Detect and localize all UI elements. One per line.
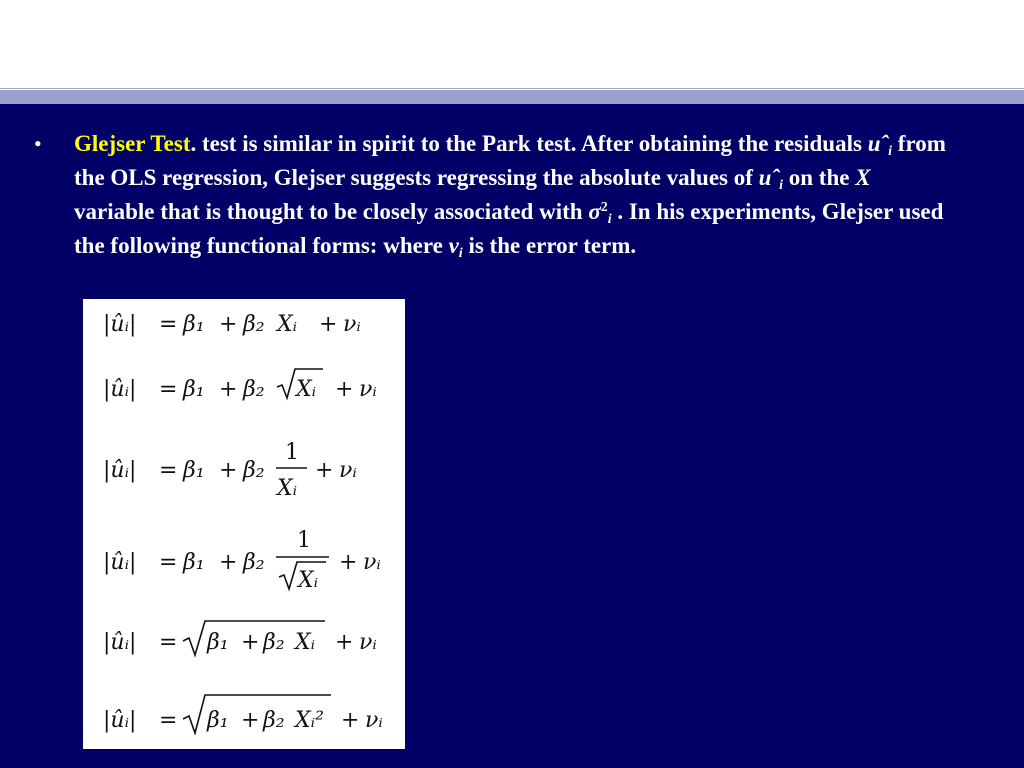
eq3-lhs: |ûᵢ| bbox=[103, 458, 137, 483]
eq5-beta2: β₂ bbox=[263, 630, 285, 655]
eq1-plus-2: + bbox=[319, 312, 338, 337]
eq1-lhs: |ûᵢ| bbox=[103, 312, 137, 337]
eq2-beta2: β₂ bbox=[243, 377, 265, 402]
x-variable: X bbox=[855, 165, 871, 190]
residual-subscript: i bbox=[888, 144, 893, 159]
eq1-plus-1: + bbox=[219, 312, 238, 337]
eq2-lhs: |ûᵢ| bbox=[103, 377, 137, 402]
eq4-equals: = bbox=[159, 550, 178, 575]
eq6-equals: = bbox=[159, 708, 178, 733]
sigma-superscript: 2 bbox=[600, 200, 608, 215]
eq4-lhs: |ûᵢ| bbox=[103, 550, 137, 575]
eq1-beta1: β₁ bbox=[183, 312, 205, 337]
eq4-plus-1: + bbox=[219, 550, 238, 575]
eq4-numerator: 1 bbox=[297, 528, 311, 553]
formula-list bbox=[83, 299, 405, 749]
bullet-item bbox=[34, 127, 994, 263]
eq4-denominator: Xᵢ bbox=[298, 568, 319, 593]
eq4-plus-2: + bbox=[339, 550, 358, 575]
eq3-beta2: β₂ bbox=[243, 458, 265, 483]
header-divider-stripe bbox=[0, 90, 1024, 104]
eq2-plus-1: + bbox=[219, 377, 238, 402]
eq2-nu: νᵢ bbox=[359, 377, 377, 402]
eq1-nu: νᵢ bbox=[343, 312, 361, 337]
bullet-marker: • bbox=[34, 131, 42, 156]
eq3-plus-2: + bbox=[315, 458, 334, 483]
eq4-beta2: β₂ bbox=[243, 550, 265, 575]
text-part-6: is the error term. bbox=[462, 233, 637, 258]
residual-subscript-2: i bbox=[779, 178, 784, 193]
header-divider-line bbox=[0, 88, 1024, 89]
nu-symbol: v bbox=[448, 233, 459, 258]
text-part-1: . test is similar in spirit to the Park test. After obtaining the residuals bbox=[190, 131, 868, 156]
eq6-plus-2: + bbox=[341, 708, 360, 733]
eq3-beta1: β₁ bbox=[183, 458, 205, 483]
nu-subscript: i bbox=[458, 246, 463, 261]
eq6-xi-squared: Xᵢ² bbox=[295, 708, 324, 733]
eq2-xi: Xᵢ bbox=[296, 377, 317, 402]
eq6-beta1: β₁ bbox=[207, 708, 229, 733]
text-part-3: on the bbox=[783, 165, 856, 190]
text-part-4: variable that is thought to be closely associated with bbox=[74, 199, 589, 224]
eq2-beta1: β₁ bbox=[183, 377, 205, 402]
eq1-xi: Xᵢ bbox=[277, 312, 298, 337]
eq3-plus-1: + bbox=[219, 458, 238, 483]
equation-2 bbox=[103, 369, 377, 402]
text-part-2: from the OLS regression, Glejser suggests regressing the absolute values of bbox=[74, 131, 946, 190]
residual-symbol: uˆ bbox=[867, 131, 889, 156]
eq6-lhs: |ûᵢ| bbox=[103, 708, 137, 733]
equation-4 bbox=[103, 528, 381, 593]
bullet-paragraph bbox=[74, 127, 954, 263]
text-part-5: . In his experiments, Glejser used the following functional forms: where bbox=[74, 199, 944, 258]
eq6-beta2: β₂ bbox=[263, 708, 285, 733]
eq5-xi: Xᵢ bbox=[295, 630, 316, 655]
equation-6 bbox=[103, 695, 383, 733]
slide-header-area bbox=[0, 0, 1024, 88]
eq5-beta1: β₁ bbox=[207, 630, 229, 655]
test-name: Glejser Test bbox=[74, 131, 191, 156]
residual-symbol-2: uˆ bbox=[758, 165, 780, 190]
eq2-plus-2: + bbox=[335, 377, 354, 402]
eq3-nu: νᵢ bbox=[339, 458, 357, 483]
eq3-denominator: Xᵢ bbox=[277, 476, 298, 501]
formula-panel bbox=[83, 299, 405, 749]
eq6-nu: νᵢ bbox=[365, 708, 383, 733]
equation-5 bbox=[103, 621, 377, 655]
eq6-plus-1: + bbox=[241, 708, 260, 733]
eq3-equals: = bbox=[159, 458, 178, 483]
eq3-numerator: 1 bbox=[285, 440, 299, 465]
eq5-equals: = bbox=[159, 630, 178, 655]
eq1-equals: = bbox=[159, 312, 178, 337]
eq2-equals: = bbox=[159, 377, 178, 402]
eq5-nu: νᵢ bbox=[359, 630, 377, 655]
sigma-subscript: i bbox=[607, 212, 612, 227]
equation-3 bbox=[103, 440, 357, 501]
eq4-beta1: β₁ bbox=[183, 550, 205, 575]
sigma-symbol: σ bbox=[588, 199, 601, 224]
equation-1 bbox=[103, 312, 361, 337]
eq5-lhs: |ûᵢ| bbox=[103, 630, 137, 655]
eq4-nu: νᵢ bbox=[363, 550, 381, 575]
eq5-plus-2: + bbox=[335, 630, 354, 655]
eq1-beta2: β₂ bbox=[243, 312, 265, 337]
eq5-plus-1: + bbox=[241, 630, 260, 655]
